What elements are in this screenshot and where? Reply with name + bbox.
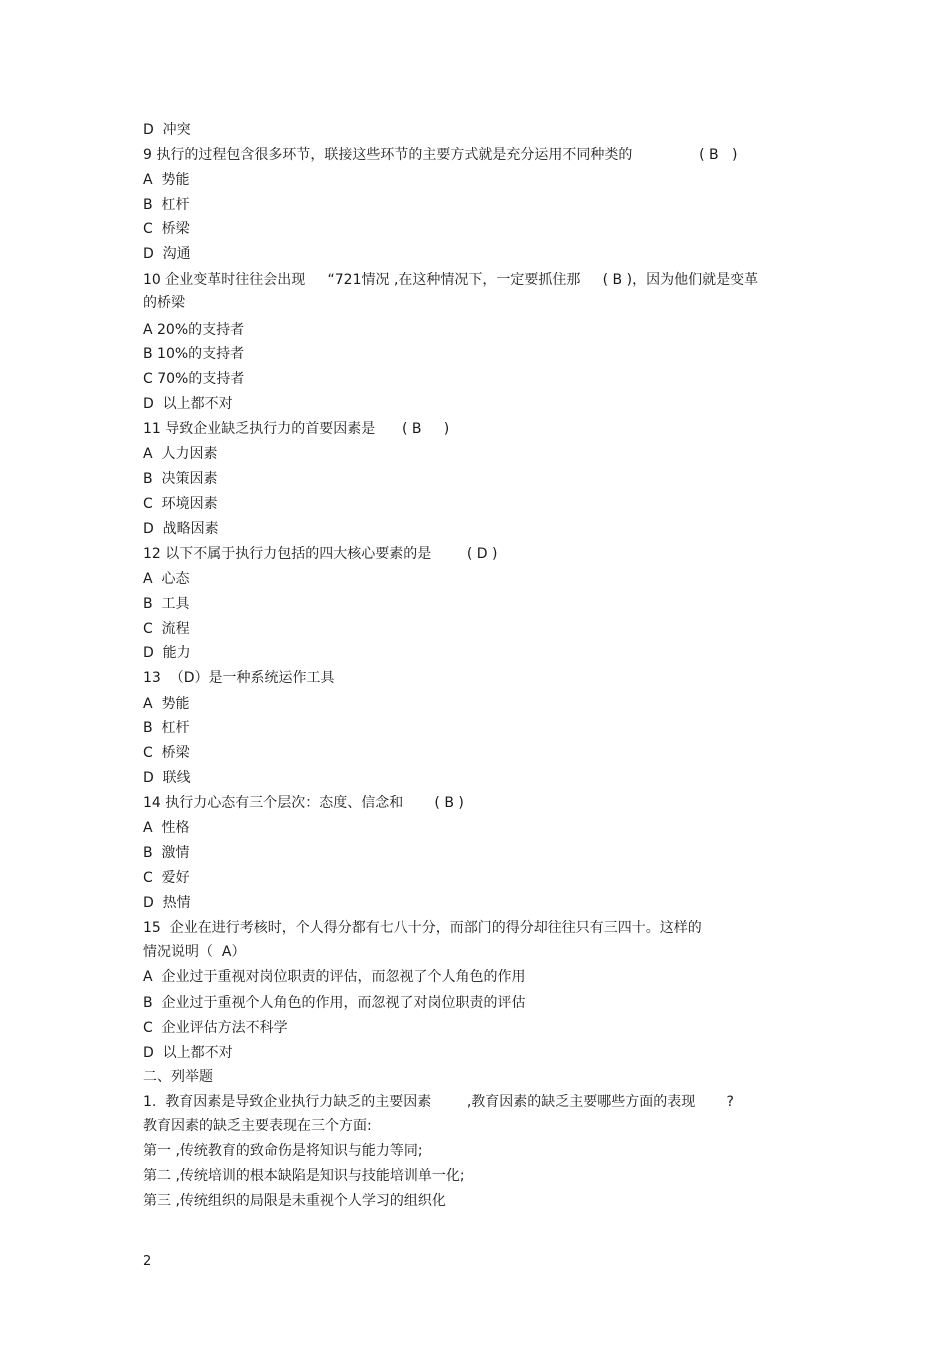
option-line: C 环境因素 [143, 496, 218, 512]
option-line: B 杠杆 [143, 720, 190, 736]
question-15-continued: 情况说明（ A） [143, 944, 246, 960]
option-line: A 心态 [143, 571, 190, 587]
question-10-continued: 的桥梁 [143, 295, 185, 311]
option-line: D 联线 [143, 770, 191, 786]
question-14: 14 执行力心态有三个层次：态度、信念和 ( B ) [143, 795, 464, 811]
option-line: C 企业评估方法不科学 [143, 1020, 288, 1036]
option-line: C 桥梁 [143, 745, 190, 761]
option-line: B 决策因素 [143, 471, 218, 487]
answer-point: 第一 ,传统教育的致命伤是将知识与能力等同; [143, 1143, 423, 1159]
option-line: B 企业过于重视个人角色的作用，而忽视了对岗位职责的评估 [143, 995, 526, 1011]
option-line: A 20%的支持者 [143, 322, 245, 338]
option-line: B 激情 [143, 845, 190, 861]
option-line: D 能力 [143, 645, 191, 661]
option-line: C 流程 [143, 621, 190, 637]
option-line: A 性格 [143, 820, 190, 836]
text-line: D 冲突 [143, 122, 191, 138]
option-line: A 人力因素 [143, 446, 218, 462]
list-question-1: 1. 教育因素是导致企业执行力缺乏的主要因素 ,教育因素的缺乏主要哪些方面的表现 ? [143, 1094, 734, 1110]
option-line: B 10%的支持者 [143, 346, 245, 362]
question-9: 9 执行的过程包含很多环节，联接这些环节的主要方式就是充分运用不同种类的 ( B ) [143, 147, 738, 163]
question-15: 15 企业在进行考核时，个人得分都有七八十分，而部门的得分却往往只有三四十。这样的 [143, 920, 702, 936]
option-line: A 势能 [143, 696, 190, 712]
question-13: 13 （D）是一种系统运作工具 [143, 670, 335, 686]
option-line: D 以上都不对 [143, 396, 233, 412]
question-12: 12 以下不属于执行力包括的四大核心要素的是 ( D ) [143, 546, 498, 562]
answer-point: 第二 ,传统培训的根本缺陷是知识与技能培训单一化; [143, 1168, 465, 1184]
option-line: D 以上都不对 [143, 1045, 233, 1061]
answer-point: 第三 ,传统组织的局限是未重视个人学习的组织化 [143, 1193, 446, 1209]
question-10: 10 企业变革时往往会出现 “721情况 ,在这种情况下，一定要抓住那 ( B )，因为他们就是变革 [143, 272, 759, 288]
option-line: D 热情 [143, 895, 191, 911]
option-line: C 爱好 [143, 870, 190, 886]
answer-intro: 教育因素的缺乏主要表现在三个方面: [143, 1118, 372, 1134]
option-line: D 战略因素 [143, 521, 219, 537]
option-line: C 桥梁 [143, 221, 190, 237]
question-11: 11 导致企业缺乏执行力的首要因素是 ( B ) [143, 421, 450, 437]
section-heading: 二、列举题 [143, 1069, 213, 1085]
option-line: A 势能 [143, 172, 190, 188]
option-line: C 70%的支持者 [143, 371, 245, 387]
option-line: B 杠杆 [143, 197, 190, 213]
page-number: 2 [143, 1254, 152, 1269]
option-line: A 企业过于重视对岗位职责的评估，而忽视了个人角色的作用 [143, 969, 526, 985]
option-line: D 沟通 [143, 246, 191, 262]
option-line: B 工具 [143, 596, 190, 612]
